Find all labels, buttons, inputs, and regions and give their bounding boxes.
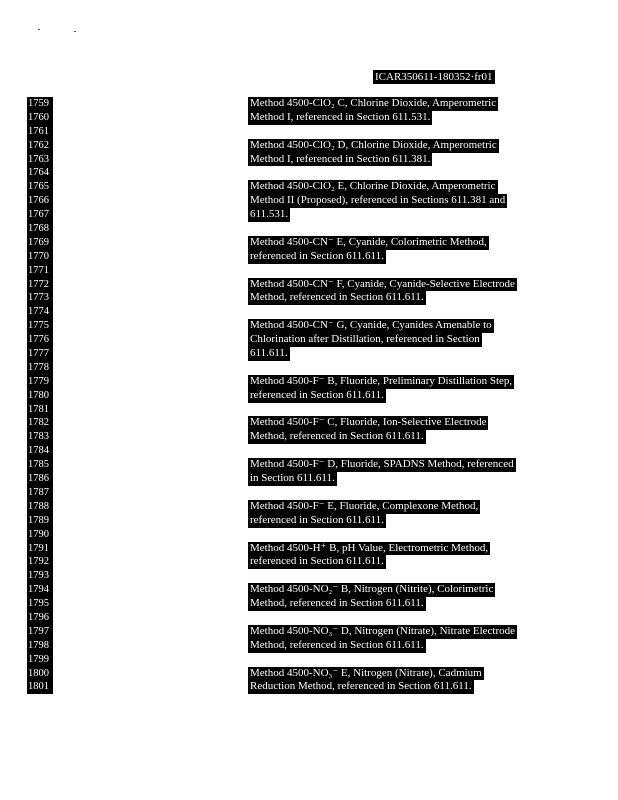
method-entry-text: Method 4500-H⁺ B, pH Value, Electrometric Method, — [250, 541, 489, 554]
method-entry — [248, 500, 548, 528]
method-entry — [248, 667, 548, 695]
line-number: 1777 — [27, 347, 53, 361]
method-entry-text: Method II (Proposed), referenced in Sections 611.381 and — [250, 194, 506, 207]
method-entry — [248, 236, 548, 264]
method-entry-line — [248, 97, 548, 111]
line-number: 1763 — [27, 153, 53, 167]
line-number: 1786 — [27, 472, 53, 486]
line-number: 1782 — [27, 416, 53, 430]
method-entry-line — [248, 208, 548, 222]
blank-line — [248, 222, 548, 236]
blank-line — [248, 361, 548, 375]
line-number: 1794 — [27, 583, 53, 597]
line-number: 1768 — [27, 222, 53, 236]
method-entry-text: Method 4500-F⁻ E, Fluoride, Complexone Method, — [250, 499, 479, 512]
method-entry-line — [248, 680, 548, 694]
method-entry — [248, 97, 548, 125]
line-number-gutter — [27, 97, 53, 694]
scan-speck — [74, 31, 76, 32]
method-entry-line — [248, 667, 548, 681]
line-number: 1801 — [27, 680, 53, 694]
line-number: 1793 — [27, 569, 53, 583]
method-entry — [248, 375, 548, 403]
scan-speck — [38, 29, 40, 30]
line-number: 1790 — [27, 528, 53, 542]
blank-line — [248, 611, 548, 625]
method-entry-text: Method 4500-CN⁻ F, Cyanide, Cyanide-Selective Electrode — [250, 277, 515, 290]
method-entry-line — [248, 180, 548, 194]
line-number: 1796 — [27, 611, 53, 625]
blank-line — [248, 444, 548, 458]
line-number: 1764 — [27, 166, 53, 180]
method-entry-line — [248, 597, 548, 611]
line-number: 1765 — [27, 180, 53, 194]
line-number: 1785 — [27, 458, 53, 472]
method-entry-text: Method, referenced in Section 611.611. — [250, 597, 424, 610]
method-entry-text: Method 4500-ClO₂ D, Chlorine Dioxide, Amperometric — [250, 138, 497, 151]
line-number: 1767 — [27, 208, 53, 222]
blank-line — [248, 403, 548, 417]
line-number: 1781 — [27, 403, 53, 417]
method-entry — [248, 139, 548, 167]
line-number: 1759 — [27, 97, 53, 111]
line-number: 1760 — [27, 111, 53, 125]
method-entry-text: Method I, referenced in Section 611.381. — [250, 152, 431, 165]
method-entry-text: 611.531. — [250, 208, 289, 221]
method-entry-text: referenced in Section 611.611. — [250, 555, 384, 568]
method-entry-text: Method, referenced in Section 611.611. — [250, 638, 424, 651]
method-entry-text: Method 4500-NO₂⁻ B, Nitrogen (Nitrite), Colorimetric — [250, 583, 494, 596]
method-entry-text: Chlorination after Distillation, referenced in Section — [250, 333, 480, 346]
method-entry-text: Method 4500-NO₃⁻ D, Nitrogen (Nitrate), Nitrate Electrode — [250, 624, 516, 637]
line-number: 1776 — [27, 333, 53, 347]
line-number: 1769 — [27, 236, 53, 250]
method-entry-line — [248, 458, 548, 472]
line-number: 1787 — [27, 486, 53, 500]
line-number: 1771 — [27, 264, 53, 278]
line-number: 1770 — [27, 250, 53, 264]
method-entry-line — [248, 375, 548, 389]
method-entry-line — [248, 639, 548, 653]
line-number: 1784 — [27, 444, 53, 458]
method-entry — [248, 583, 548, 611]
method-entry-line — [248, 153, 548, 167]
method-entry-text: Method, referenced in Section 611.611. — [250, 291, 424, 304]
method-entry-text: Method, referenced in Section 611.611. — [250, 430, 424, 443]
method-entry-text: Method 4500-F⁻ B, Fluoride, Preliminary Distillation Step, — [250, 374, 513, 387]
method-entry-line — [248, 472, 548, 486]
method-entry-line — [248, 416, 548, 430]
line-number: 1773 — [27, 291, 53, 305]
line-number: 1766 — [27, 194, 53, 208]
method-entry — [248, 416, 548, 444]
method-entry-text: Method 4500-CN⁻ E, Cyanide, Colorimetric Method, — [250, 235, 487, 248]
method-entry-line — [248, 583, 548, 597]
line-number: 1797 — [27, 625, 53, 639]
method-entry-line — [248, 555, 548, 569]
method-entry-text: Method 4500-NO₃⁻ E, Nitrogen (Nitrate), Cadmium — [250, 666, 482, 679]
method-entry-text: referenced in Section 611.611. — [250, 513, 384, 526]
method-entry-line — [248, 430, 548, 444]
method-entry-line — [248, 389, 548, 403]
line-number: 1798 — [27, 639, 53, 653]
line-number: 1761 — [27, 125, 53, 139]
method-entry-text: Method 4500-ClO₂ C, Chlorine Dioxide, Amperometric — [250, 97, 497, 109]
method-entry-text: referenced in Section 611.611. — [250, 249, 384, 262]
line-number: 1778 — [27, 361, 53, 375]
method-list — [248, 97, 548, 694]
method-entry — [248, 319, 548, 361]
blank-line — [248, 653, 548, 667]
line-number: 1799 — [27, 653, 53, 667]
method-entry-line — [248, 500, 548, 514]
method-entry-text: referenced in Section 611.611. — [250, 388, 384, 401]
method-entry — [248, 458, 548, 486]
blank-line — [248, 264, 548, 278]
line-number: 1779 — [27, 375, 53, 389]
method-entry-line — [248, 194, 548, 208]
line-number: 1762 — [27, 139, 53, 153]
method-entry-line — [248, 278, 548, 292]
line-number: 1791 — [27, 542, 53, 556]
method-entry-line — [248, 319, 548, 333]
line-number: 1789 — [27, 514, 53, 528]
blank-line — [248, 569, 548, 583]
method-entry-text: Method 4500-ClO₂ E, Chlorine Dioxide, Amperometric — [250, 180, 496, 193]
blank-line — [248, 166, 548, 180]
method-entry — [248, 542, 548, 570]
method-entry-line — [248, 625, 548, 639]
method-entry-text: 611.611. — [250, 347, 288, 360]
line-number: 1772 — [27, 278, 53, 292]
line-number: 1780 — [27, 389, 53, 403]
blank-line — [248, 486, 548, 500]
method-entry-text: Method 4500-F⁻ D, Fluoride, SPADNS Method, referenced — [250, 458, 514, 471]
method-entry-text: in Section 611.611. — [250, 472, 335, 485]
method-entry-line — [248, 514, 548, 528]
document-id: ICAR350611-180352·fr01 — [375, 71, 493, 83]
line-number: 1775 — [27, 319, 53, 333]
blank-line — [248, 125, 548, 139]
line-number: 1800 — [27, 667, 53, 681]
method-entry-line — [248, 347, 548, 361]
method-entry-text: Reduction Method, referenced in Section 611.611. — [250, 680, 472, 693]
line-number: 1792 — [27, 555, 53, 569]
method-entry-line — [248, 236, 548, 250]
method-entry-line — [248, 542, 548, 556]
line-number: 1774 — [27, 305, 53, 319]
line-number: 1788 — [27, 500, 53, 514]
method-entry-line — [248, 139, 548, 153]
method-entry-line — [248, 111, 548, 125]
blank-line — [248, 305, 548, 319]
method-entry-text: Method I, referenced in Section 611.531. — [250, 110, 431, 123]
blank-line — [248, 528, 548, 542]
method-entry — [248, 278, 548, 306]
method-entry-line — [248, 333, 548, 347]
line-number: 1783 — [27, 430, 53, 444]
method-entry-text: Method 4500-CN⁻ G, Cyanide, Cyanides Amenable to — [250, 319, 492, 332]
method-entry-text: Method 4500-F⁻ C, Fluoride, Ion-Selective Electrode — [250, 416, 487, 429]
method-entry — [248, 180, 548, 222]
line-number: 1795 — [27, 597, 53, 611]
method-entry-line — [248, 250, 548, 264]
method-entry-line — [248, 291, 548, 305]
method-entry — [248, 625, 548, 653]
